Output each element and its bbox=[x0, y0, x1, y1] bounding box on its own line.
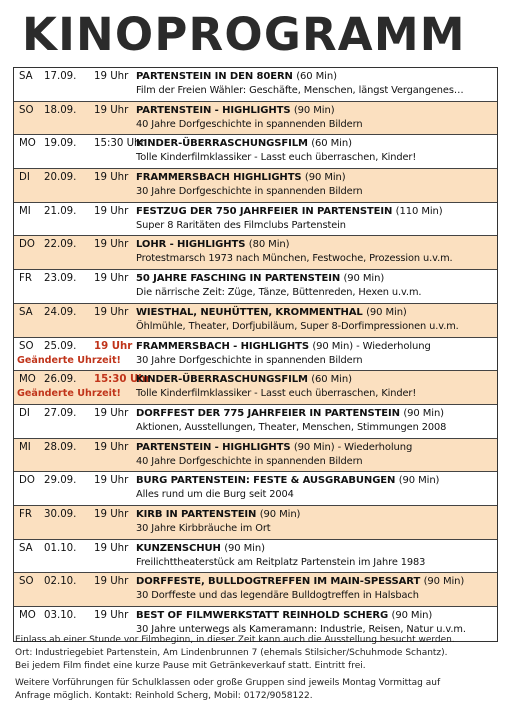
weekday: DO bbox=[19, 475, 35, 487]
film-duration: (90 Min) bbox=[259, 508, 301, 520]
film-duration: (60 Min) bbox=[311, 138, 352, 150]
film-description: Tolle Kinderfilmklassiker - Lasst euch überraschen, Kinder! bbox=[136, 152, 417, 164]
showtime: 19 Uhr bbox=[94, 610, 129, 621]
film-duration: (90 Min) bbox=[423, 576, 465, 588]
program-row bbox=[14, 472, 497, 506]
film-title-text: KINDER-ÜBERRASCHUNGSFILM bbox=[136, 138, 308, 150]
weekday: SA bbox=[19, 306, 33, 318]
weekday: SO bbox=[19, 576, 34, 588]
program-row bbox=[14, 304, 497, 338]
film-description: Die närrische Zeit: Züge, Tänze, Büttenreden, Hexen u.v.m. bbox=[136, 287, 422, 299]
film-description: 30 Jahre unterwegs als Kameramann: Industrie, Reisen, Natur u.v.m. bbox=[136, 624, 466, 635]
film-description: 30 Jahre Dorfgeschichte in spannenden Bildern bbox=[136, 186, 363, 198]
film-title-text: KUNZENSCHUH bbox=[136, 542, 221, 554]
date: 23.09. bbox=[44, 273, 77, 285]
changed-time-notice: Geänderte Uhrzeit! bbox=[17, 388, 121, 400]
date: 25.09. bbox=[44, 340, 77, 352]
film-description: 30 Dorffeste und das legendäre Bulldogtreffen in Halsbach bbox=[136, 590, 419, 602]
weekday: SO bbox=[19, 104, 34, 116]
date: 27.09. bbox=[44, 407, 77, 419]
showtime: 19 Uhr bbox=[94, 340, 133, 352]
film-title-text: FRAMMERSBACH - HIGHLIGHTS bbox=[136, 340, 309, 352]
film-description: Freilichttheaterstück am Reitplatz Partenstein im Jahre 1983 bbox=[136, 556, 426, 568]
film-title-text: PARTENSTEIN IN DEN 80ERN bbox=[136, 71, 293, 82]
showtime: 15:30 Uhr bbox=[94, 138, 145, 150]
showtime: 19 Uhr bbox=[94, 239, 129, 251]
date: 21.09. bbox=[44, 205, 77, 217]
film-title-text: BURG PARTENSTEIN: FESTE & AUSGRABUNGEN bbox=[136, 475, 396, 487]
footer-notes bbox=[15, 634, 500, 703]
footer-line-groups: Weitere Vorführungen für Schulklassen oder große Gruppen sind jeweils Montag Vormittag auf bbox=[15, 678, 441, 689]
showtime: 19 Uhr bbox=[94, 576, 129, 588]
program-row bbox=[14, 371, 497, 405]
weekday: SO bbox=[19, 340, 34, 352]
film-title-text: PARTENSTEIN - HIGHLIGHTS bbox=[136, 104, 291, 116]
date: 26.09. bbox=[44, 374, 77, 386]
weekday: MI bbox=[19, 205, 31, 217]
program-row bbox=[14, 573, 497, 607]
footer-line-break-info: Bei jedem Film findet eine kurze Pause mit Getränkeverkauf statt. Eintritt frei. bbox=[15, 660, 366, 671]
program-row bbox=[14, 102, 497, 136]
program-row bbox=[14, 338, 497, 372]
film-title-text: KINDER-ÜBERRASCHUNGSFILM bbox=[136, 374, 308, 386]
program-table bbox=[13, 67, 498, 642]
program-row bbox=[14, 169, 497, 203]
program-row bbox=[14, 203, 497, 237]
film-description: 40 Jahre Dorfgeschichte in spannenden Bildern bbox=[136, 118, 363, 130]
showtime: 19 Uhr bbox=[94, 273, 129, 285]
film-title bbox=[136, 609, 432, 622]
film-description: Tolle Kinderfilmklassiker - Lasst euch überraschen, Kinder! bbox=[136, 388, 417, 400]
showtime: 19 Uhr bbox=[94, 542, 129, 554]
film-title-text: DORFFESTE, BULLDOGTREFFEN IM MAIN-SPESSART bbox=[136, 576, 421, 588]
film-description: Super 8 Raritäten des Filmclubs Partenstein bbox=[136, 219, 346, 231]
film-title bbox=[136, 137, 352, 150]
film-duration: (110 Min) bbox=[395, 205, 443, 217]
program-row bbox=[14, 405, 497, 439]
film-title-text: KIRB IN PARTENSTEIN bbox=[136, 508, 257, 520]
showtime: 15:30 Uhr bbox=[94, 374, 151, 386]
film-duration: (90 Min) bbox=[304, 172, 346, 184]
film-duration: (80 Min) bbox=[248, 239, 290, 251]
film-duration: (90 Min) bbox=[403, 407, 444, 419]
film-title bbox=[136, 575, 464, 588]
showtime: 19 Uhr bbox=[94, 205, 129, 217]
film-title bbox=[136, 373, 352, 386]
film-duration: (90 Min) bbox=[366, 306, 407, 318]
film-duration: (90 Min) bbox=[391, 610, 433, 621]
film-description: 40 Jahre Dorfgeschichte in spannenden Bildern bbox=[136, 455, 363, 467]
date: 01.10. bbox=[44, 542, 77, 554]
film-description: 30 Jahre Dorfgeschichte in spannenden Bildern bbox=[136, 354, 363, 366]
program-row bbox=[14, 270, 497, 304]
film-title-text: LOHR - HIGHLIGHTS bbox=[136, 239, 246, 251]
program-row bbox=[14, 540, 497, 574]
film-title-text: BEST OF FILMWERKSTATT REINHOLD SCHERG bbox=[136, 610, 389, 621]
weekday: DO bbox=[19, 239, 35, 251]
film-title-text: FESTZUG DER 750 JAHRFEIER IN PARTENSTEIN bbox=[136, 205, 393, 217]
date: 30.09. bbox=[44, 508, 77, 520]
date: 19.09. bbox=[44, 138, 77, 150]
program-row bbox=[14, 236, 497, 270]
date: 29.09. bbox=[44, 475, 77, 487]
showtime: 19 Uhr bbox=[94, 407, 129, 419]
date: 28.09. bbox=[44, 441, 77, 453]
film-description: Alles rund um die Burg seit 2004 bbox=[136, 489, 294, 501]
weekday: MI bbox=[19, 441, 31, 453]
showtime: 19 Uhr bbox=[94, 172, 129, 184]
showtime: 19 Uhr bbox=[94, 104, 129, 116]
film-title bbox=[136, 407, 444, 420]
page-title: KINOPROGRAMM bbox=[22, 8, 466, 61]
program-row bbox=[14, 439, 497, 473]
date: 24.09. bbox=[44, 306, 77, 318]
film-title bbox=[136, 474, 439, 487]
showtime: 19 Uhr bbox=[94, 71, 129, 82]
film-title bbox=[136, 104, 335, 117]
date: 22.09. bbox=[44, 239, 77, 251]
weekday: MO bbox=[19, 138, 36, 150]
film-title bbox=[136, 508, 300, 521]
film-description: Protestmarsch 1973 nach München, Festwoche, Prozession u.v.m. bbox=[136, 253, 453, 265]
film-title-text: WIESTHAL, NEUHÜTTEN, KROMMENTHAL bbox=[136, 306, 363, 318]
film-title bbox=[136, 441, 412, 454]
film-duration: (60 Min) bbox=[311, 374, 352, 386]
film-title-text: DORFFEST DER 775 JAHRFEIER IN PARTENSTEIN bbox=[136, 407, 400, 419]
footer-line-admission: Einlass ab einer Stunde vor Filmbeginn, in dieser Zeit kann auch die Ausstellung besucht werden. bbox=[15, 635, 455, 645]
film-description: Film der Freien Wähler: Geschäfte, Menschen, längst Vergangenes… bbox=[136, 85, 464, 96]
film-title-text: FRAMMERSBACH HIGHLIGHTS bbox=[136, 172, 302, 184]
weekday: DI bbox=[19, 407, 30, 419]
weekday: FR bbox=[19, 508, 32, 520]
program-row bbox=[14, 135, 497, 169]
film-description: Öhlmühle, Theater, Dorfjubiläum, Super 8-Dorfimpressionen u.v.m. bbox=[136, 320, 459, 332]
showtime: 19 Uhr bbox=[94, 306, 129, 318]
film-title-text: 50 JAHRE FASCHING IN PARTENSTEIN bbox=[136, 273, 341, 285]
date: 20.09. bbox=[44, 172, 77, 184]
weekday: MO bbox=[19, 374, 36, 386]
weekday: MO bbox=[19, 610, 36, 621]
film-duration: (90 Min) bbox=[343, 273, 385, 285]
film-title bbox=[136, 238, 289, 251]
program-row bbox=[14, 506, 497, 540]
program-row bbox=[14, 68, 497, 102]
film-duration: (90 Min) bbox=[398, 475, 440, 487]
weekday: SA bbox=[19, 71, 33, 82]
film-title bbox=[136, 340, 431, 353]
film-title-text: PARTENSTEIN - HIGHLIGHTS bbox=[136, 441, 291, 453]
film-title bbox=[136, 306, 407, 319]
weekday: FR bbox=[19, 273, 32, 285]
film-duration: (90 Min) bbox=[224, 542, 265, 554]
film-title bbox=[136, 542, 265, 555]
date: 17.09. bbox=[44, 71, 77, 82]
footer-line-contact: Anfrage möglich. Kontakt: Reinhold Scherg, Mobil: 0172/9058122. bbox=[15, 691, 313, 702]
film-duration: (90 Min) - Wiederholung bbox=[312, 340, 431, 352]
film-duration: (60 Min) bbox=[296, 71, 337, 82]
showtime: 19 Uhr bbox=[94, 475, 129, 487]
showtime: 19 Uhr bbox=[94, 508, 129, 520]
film-duration: (90 Min) bbox=[293, 104, 335, 116]
film-duration: (90 Min) - Wiederholung bbox=[293, 441, 413, 453]
weekday: SA bbox=[19, 542, 33, 554]
date: 02.10. bbox=[44, 576, 77, 588]
changed-time-notice: Geänderte Uhrzeit! bbox=[17, 354, 121, 366]
date: 18.09. bbox=[44, 104, 77, 116]
film-description: 30 Jahre Kirbbräuche im Ort bbox=[136, 522, 271, 534]
film-title bbox=[136, 205, 443, 218]
film-title bbox=[136, 70, 337, 83]
date: 03.10. bbox=[44, 610, 77, 621]
film-description: Aktionen, Ausstellungen, Theater, Menschen, Stimmungen 2008 bbox=[136, 421, 447, 433]
footer-line-location: Ort: Industriegebiet Partenstein, Am Lindenbrunnen 7 (ehemals Stilsicher/Schuhmode Schantz). bbox=[15, 647, 448, 658]
film-title bbox=[136, 272, 384, 285]
showtime: 19 Uhr bbox=[94, 441, 129, 453]
weekday: DI bbox=[19, 172, 30, 184]
film-title bbox=[136, 171, 346, 184]
